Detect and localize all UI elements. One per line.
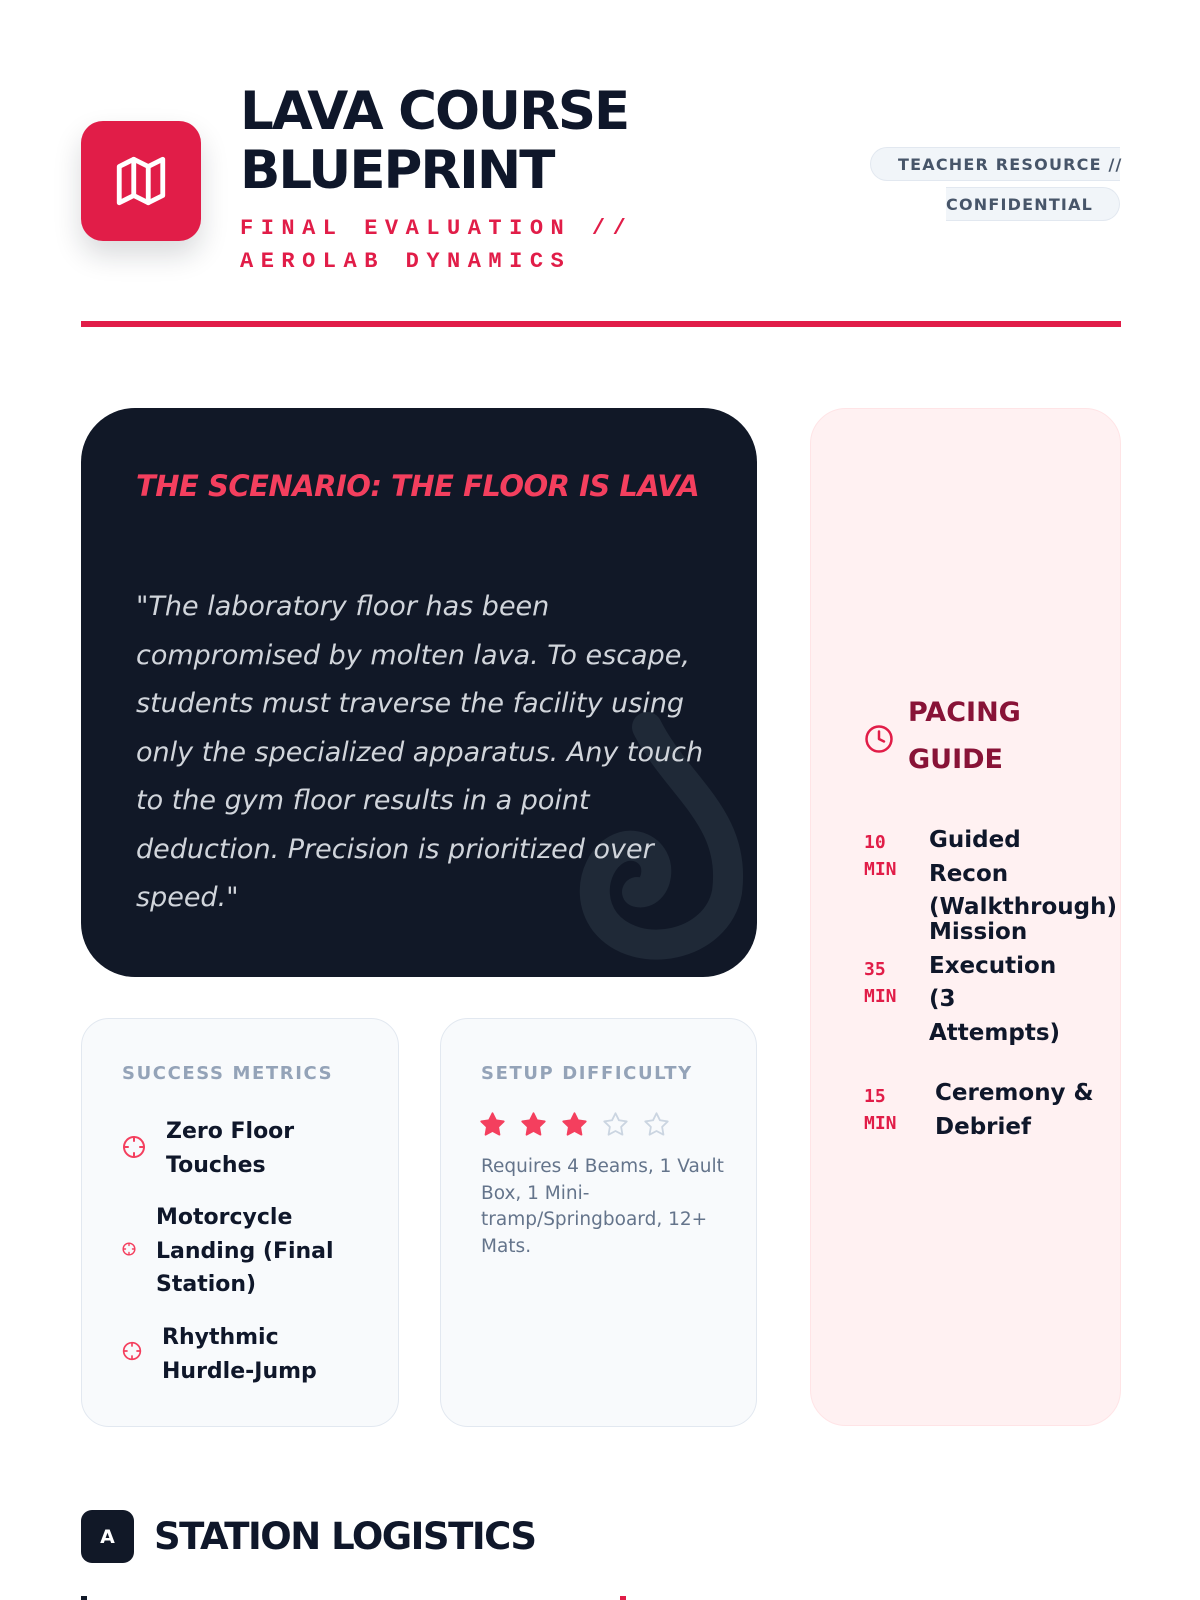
setup-description: Requires 4 Beams, 1 Vault Box, 1 Mini-tramp/Springboard, 12+ Mats. bbox=[481, 1156, 724, 1257]
pace-unit: MIN bbox=[864, 986, 897, 1007]
pace-label: Mission Execution (3 Attempts) bbox=[929, 919, 1061, 1046]
scenario-card bbox=[81, 408, 757, 977]
pace-unit: MIN bbox=[864, 1113, 897, 1134]
pace-unit: MIN bbox=[864, 859, 897, 880]
clock-icon bbox=[864, 724, 894, 754]
star-filled-icon bbox=[561, 1111, 588, 1138]
star-empty-icon bbox=[643, 1111, 670, 1138]
map-icon bbox=[112, 152, 170, 210]
metric-item: Rhythmic Hurdle-Jump bbox=[162, 1325, 317, 1384]
setup-difficulty-card bbox=[440, 1018, 757, 1427]
pacing-guide-card bbox=[810, 408, 1121, 1426]
metric-item: Zero Floor Touches bbox=[166, 1119, 295, 1178]
pace-minutes: 15 bbox=[864, 1086, 886, 1107]
pace-time bbox=[864, 956, 914, 1010]
pacing-title: PACING GUIDE bbox=[908, 697, 1021, 775]
pace-time bbox=[864, 829, 914, 883]
difficulty-rating bbox=[479, 1111, 670, 1138]
scenario-text: "The laboratory floor has been compromised by molten lava. To escape, students must traverse the facility using only the specialized apparatus. Any touch to the gym floor results in a point deduction. Precision is prioritized over speed." bbox=[136, 591, 704, 913]
pace-minutes: 35 bbox=[864, 959, 886, 980]
header-divider bbox=[81, 321, 1121, 327]
pace-time bbox=[864, 1083, 914, 1137]
success-metrics-card bbox=[81, 1018, 399, 1427]
scenario-title: THE SCENARIO: THE FLOOR IS LAVA bbox=[136, 469, 700, 503]
metric-item: Motorcycle Landing (Final Station) bbox=[156, 1205, 334, 1297]
crosshair-icon bbox=[122, 1341, 142, 1361]
logo-tile bbox=[81, 121, 201, 241]
pace-label: Ceremony & Debrief bbox=[935, 1080, 1094, 1140]
section-badge: A bbox=[81, 1510, 134, 1563]
resource-badge-line-1: TEACHER RESOURCE // bbox=[870, 147, 1120, 181]
section-edge-dark bbox=[81, 1596, 87, 1600]
star-empty-icon bbox=[602, 1111, 629, 1138]
crosshair-icon bbox=[122, 1135, 146, 1159]
page-title: LAVA COURSE BLUEPRINT bbox=[240, 81, 629, 201]
pace-minutes: 10 bbox=[864, 832, 886, 853]
setup-difficulty-label: SETUP DIFFICULTY bbox=[481, 1063, 693, 1084]
section-title: STATION LOGISTICS bbox=[154, 1515, 536, 1558]
star-filled-icon bbox=[479, 1111, 506, 1138]
section-edge-accent bbox=[620, 1596, 626, 1600]
pace-label: Guided Recon (Walkthrough) bbox=[929, 827, 1117, 920]
crosshair-icon bbox=[122, 1242, 136, 1256]
star-filled-icon bbox=[520, 1111, 547, 1138]
page-subtitle: FINAL EVALUATION // AEROLAB DYNAMICS bbox=[240, 216, 634, 274]
success-metrics-label: SUCCESS METRICS bbox=[122, 1063, 334, 1084]
resource-badge-line-2: CONFIDENTIAL bbox=[946, 187, 1120, 221]
